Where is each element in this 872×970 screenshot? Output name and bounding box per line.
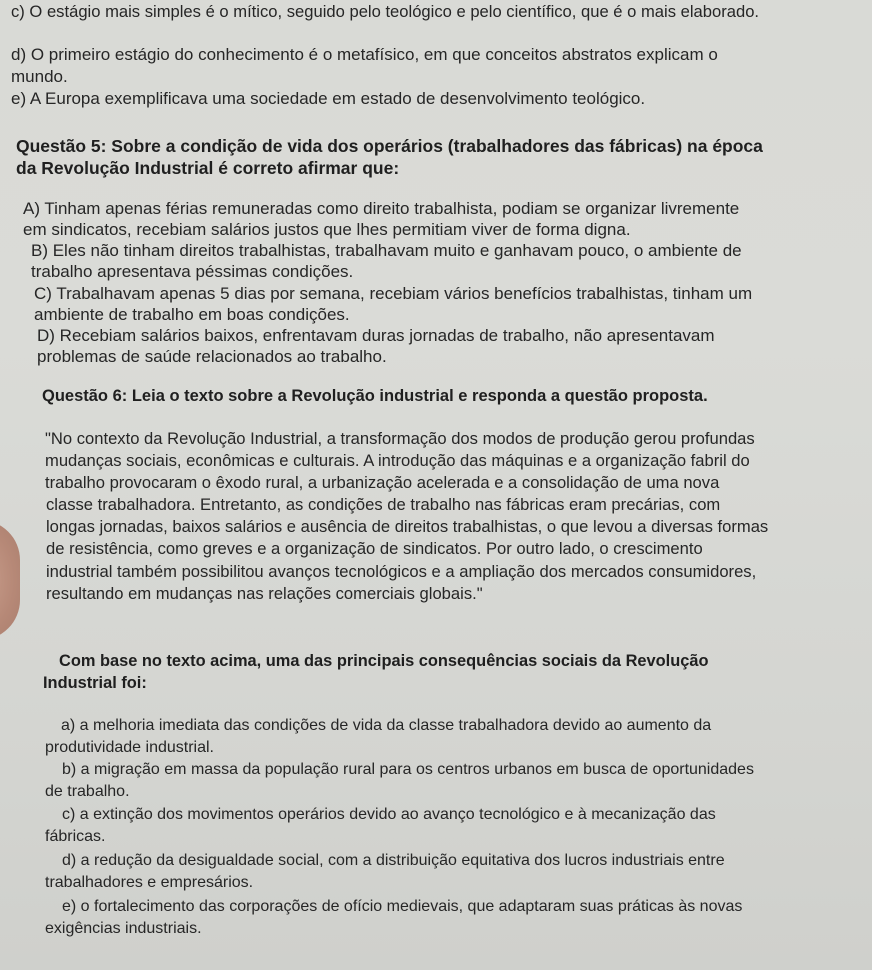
q6-question-line1: Com base no texto acima, uma das principais consequências sociais da Revolução	[59, 652, 709, 670]
q6-quote-line: resultando em mudanças nas relações comerciais globais."	[46, 584, 483, 603]
q6-option-a-line2: produtividade industrial.	[45, 739, 214, 756]
q6-option-c-line2: fábricas.	[45, 828, 106, 845]
q5-option-b-line1: B) Eles não tinham direitos trabalhistas, trabalhavam muito e ganhavam pouco, o ambiente de	[31, 241, 742, 260]
q6-quote-line: de resistência, como greves e a organização de sindicatos. Por outro lado, o crescimento	[46, 539, 703, 558]
q5-option-d-line2: problemas de saúde relacionados ao trabalho.	[37, 347, 387, 366]
q5-option-a-line2: em sindicatos, recebiam salários justos que lhes permitiam viver de forma digna.	[23, 220, 631, 239]
q6-option-a-line1: a) a melhoria imediata das condições de vida da classe trabalhadora devido ao aumento da	[61, 717, 712, 734]
q6-option-e-line2: exigências industriais.	[45, 920, 202, 937]
q6-option-d-line1: d) a redução da desigualdade social, com a distribuição equitativa dos lucros industriais entre	[62, 852, 725, 869]
q6-quote-line: industrial também possibilitou avanços tecnológicos e a ampliação dos mercados consumidores,	[46, 562, 757, 581]
q6-quote-line: "No contexto da Revolução Industrial, a transformação dos modos de produção gerou profundas	[45, 429, 755, 448]
q6-quote-line: mudanças sociais, econômicas e culturais. A introdução das máquinas e a organização fabril do	[45, 451, 750, 470]
q6-option-b-line2: de trabalho.	[45, 783, 130, 800]
prev-option-c: c) O estágio mais simples é o mítico, seguido pelo teológico e pelo científico, que é o mais elaborado.	[11, 2, 760, 21]
q5-option-a-line1: A) Tinham apenas férias remuneradas como direito trabalhista, podiam se organizar livremente	[23, 199, 740, 218]
q6-option-d-line2: trabalhadores e empresários.	[45, 874, 254, 891]
prev-option-d-line2: mundo.	[11, 67, 68, 86]
q6-option-b-line1: b) a migração em massa da população rural para os centros urbanos em busca de oportunidades	[62, 761, 754, 778]
prev-option-e: e) A Europa exemplificava uma sociedade em estado de desenvolvimento teológico.	[11, 89, 646, 108]
q5-title-line1: Questão 5: Sobre a condição de vida dos operários (trabalhadores das fábricas) na época	[16, 136, 763, 156]
q6-quote-line: longas jornadas, baixos salários e ausência de direitos trabalhistas, o que levou a diversas formas	[46, 517, 769, 536]
q5-option-b-line2: trabalho apresentava péssimas condições.	[31, 262, 354, 281]
q5-option-d-line1: D) Recebiam salários baixos, enfrentavam duras jornadas de trabalho, não apresentavam	[37, 326, 715, 345]
q6-quote-line: classe trabalhadora. Entretanto, as condições de trabalho nas fábricas eram precárias, com	[46, 495, 721, 514]
finger-shadow	[0, 520, 20, 640]
q6-title: Questão 6: Leia o texto sobre a Revolução industrial e responda a questão proposta.	[42, 387, 708, 405]
prev-option-d-line1: d) O primeiro estágio do conhecimento é o metafísico, em que conceitos abstratos explicam o	[11, 45, 718, 64]
q5-option-c-line2: ambiente de trabalho em boas condições.	[34, 305, 350, 324]
q5-title-line2: da Revolução Industrial é correto afirmar que:	[16, 158, 400, 178]
q6-question-line2: Industrial foi:	[43, 674, 147, 692]
q6-option-e-line1: e) o fortalecimento das corporações de ofício medievais, que adaptaram suas práticas às novas	[62, 898, 743, 915]
q6-quote-line: trabalho provocaram o êxodo rural, a urbanização acelerada e a consolidação de uma nova	[45, 473, 720, 492]
q6-option-c-line1: c) a extinção dos movimentos operários devido ao avanço tecnológico e à mecanização das	[62, 806, 716, 823]
q5-option-c-line1: C) Trabalhavam apenas 5 dias por semana, recebiam vários benefícios trabalhistas, tinham um	[34, 284, 753, 303]
